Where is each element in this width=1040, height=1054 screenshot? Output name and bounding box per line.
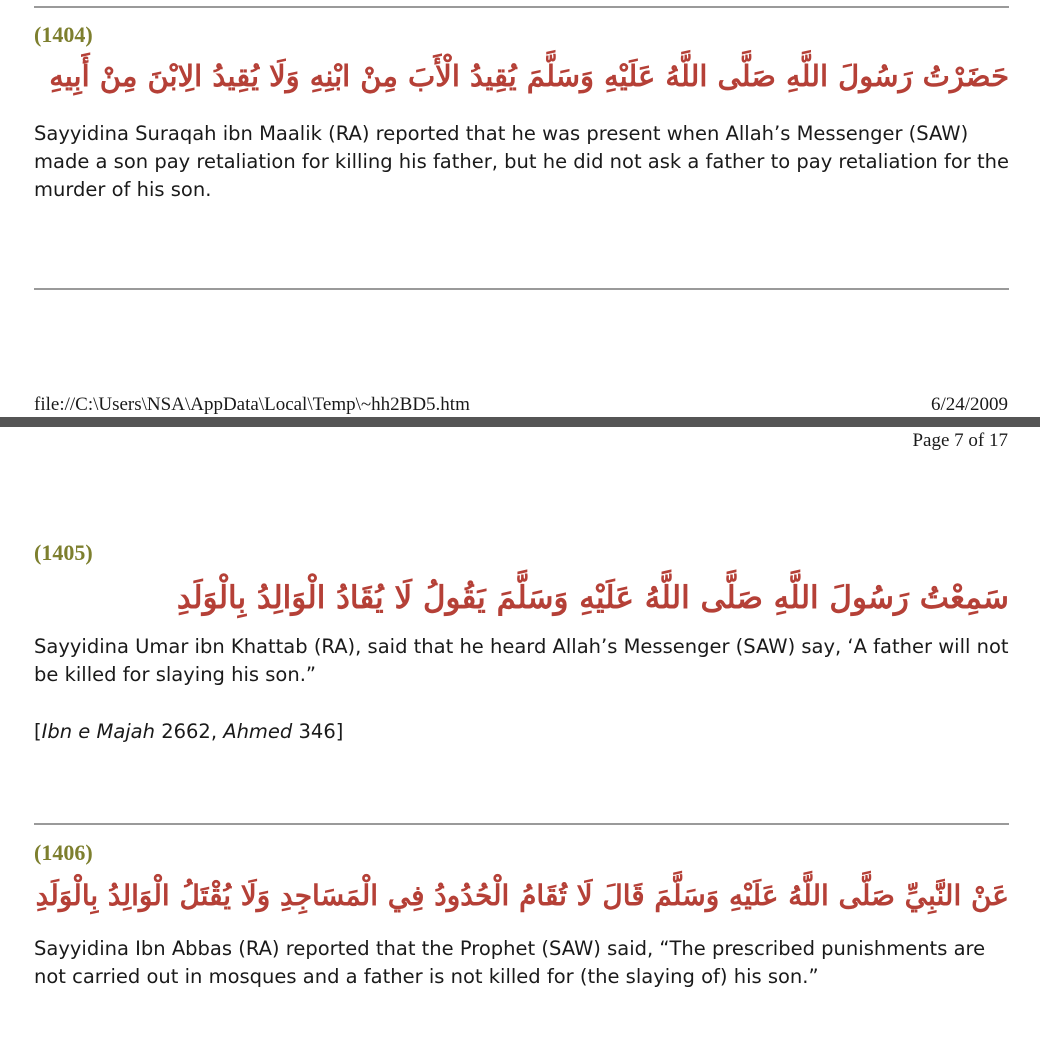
- ref-number-ahmed: 346]: [292, 720, 344, 743]
- page-break-bar: [0, 417, 1040, 427]
- ref-source-ibn-majah: Ibn e Majah: [41, 720, 155, 743]
- hadith-arabic-1404: حَضَرْتُ رَسُولَ اللَّهِ صَلَّى اللَّهُ عَلَيْهِ وَسَلَّمَ يُقِيدُ الْأَبَ مِنْ ابْنِهِ وَلَا يُقِيدُ الِابْنَ مِنْ أَبِيهِ: [49, 59, 1009, 93]
- ref-number-ibn-majah: 2662,: [155, 720, 224, 743]
- hadith-english-1406: Sayyidina Ibn Abbas (RA) reported that the Prophet (SAW) said, “The prescribed punishments are not carried out in mosques and a father is not killed for (the slaying of) his son.”: [34, 937, 986, 988]
- section-divider-top: [34, 6, 1009, 8]
- hadith-english-1405: Sayyidina Umar ibn Khattab (RA), said that he heard Allah’s Messenger (SAW) say, ‘A father will not be killed for slaying his son.”: [34, 635, 1009, 686]
- hadith-number-1406: (1406): [34, 840, 93, 865]
- hadith-reference-1405: [34, 718, 1009, 746]
- hadith-number-1404: (1404): [34, 22, 93, 47]
- ref-source-ahmed: Ahmed: [223, 720, 293, 743]
- hadith-number-1405: (1405): [34, 540, 93, 565]
- hadith-arabic-1405: سَمِعْتُ رَسُولَ اللَّهِ صَلَّى اللَّهُ عَلَيْهِ وَسَلَّمَ يَقُولُ لَا يُقَادُ الْوَالِدُ بِالْوَلَدِ: [176, 580, 1009, 616]
- footer-date: 6/24/2009: [930, 394, 1008, 415]
- ref-open: [: [34, 720, 42, 743]
- page-number-label: Page 7 of 17: [912, 430, 1008, 451]
- hadith-english-1404: Sayyidina Suraqah ibn Maalik (RA) reported that he was present when Allah’s Messenger (SAW) made a son pay retaliation for killing his father, but he did not ask a father to pay retaliation for the murder of his son.: [34, 122, 1009, 201]
- section-divider: [34, 823, 1009, 825]
- section-divider: [34, 288, 1009, 290]
- hadith-arabic-1406: عَنْ النَّبِيِّ صَلَّى اللَّهُ عَلَيْهِ وَسَلَّمَ قَالَ لَا تُقَامُ الْحُدُودُ فِي الْمَسَاجِدِ وَلَا يُقْتَلُ الْوَالِدُ بِالْوَلَدِ: [35, 879, 1009, 912]
- footer-file-path: file://C:\Users\NSA\AppData\Local\Temp\~hh2BD5.htm: [34, 394, 470, 415]
